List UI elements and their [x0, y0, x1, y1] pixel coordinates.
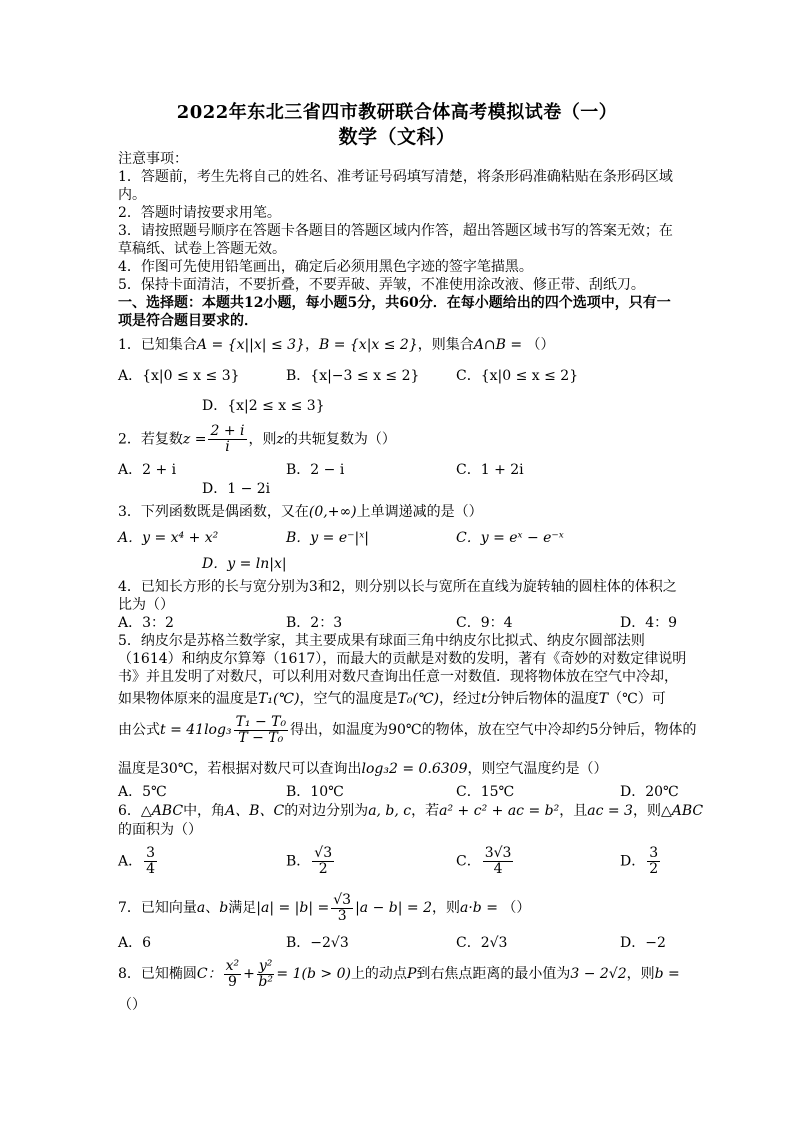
q2-option-c[interactable]: C．1 + 2i — [456, 462, 524, 478]
q8-text-b: 上的动点 — [350, 966, 407, 982]
q3-option-b[interactable]: B．y = e⁻|ˣ| — [286, 530, 369, 546]
q5-l5-a: 由公式 — [118, 722, 160, 738]
q5-option-c[interactable]: C．15℃ — [456, 784, 515, 800]
q8-answer-blank: （） — [118, 997, 146, 1013]
q4-option-b[interactable]: B．2：3 — [286, 615, 343, 631]
question-4-stem: 4．已知长方形的长与宽分别为3和2，则分别以长与宽所在直线为旋转轴的圆柱体的体积之比为（） — [118, 579, 677, 613]
q6-a-num: 3 — [146, 845, 156, 861]
q4-option-c[interactable]: C．9：4 — [456, 615, 513, 631]
q2-option-b[interactable]: B．2 − i — [286, 462, 345, 478]
q3-option-c[interactable]: C．y = eˣ − e⁻ˣ — [456, 530, 564, 546]
q5-line-1: 5．纳皮尔是苏格兰数学家，其主要成果有球面三角中纳皮尔比拟式、纳皮尔圆部法则 — [118, 633, 645, 649]
q6-d-den: 2 — [649, 861, 659, 877]
q5-option-b[interactable]: B．10℃ — [286, 784, 344, 800]
question-7-stem — [118, 892, 678, 924]
note-item-1: 1．答题前，考生先将自己的姓名、准考证号码填写清楚，将条形码准确粘贴在条形码区域内。 — [118, 169, 673, 203]
section-heading: 一、选择题：本题共12小题，每小题5分，共60分．在每小题给出的四个选项中，只有一项是符合题目要求的． — [118, 295, 671, 329]
q6-triangle: △ABC — [140, 803, 184, 819]
q5-l6-b: ，则空气温度约是（） — [467, 761, 608, 777]
q6-d-label: D． — [620, 853, 646, 870]
q6-c-den: 4 — [493, 861, 503, 877]
q6-d-num: 3 — [649, 845, 659, 861]
q8-text-c: 到右焦点距离的最小值为 — [416, 966, 571, 982]
note-item-2: 2．答题时请按要求用笔。 — [118, 205, 281, 221]
q6-c-num: 3√3 — [484, 845, 512, 861]
q8-b: b = — [654, 966, 680, 982]
q5-T: T — [598, 691, 609, 707]
q5-l4-e: （℃）可 — [608, 691, 666, 707]
q8-fraction-y — [257, 959, 275, 990]
q2-numerator: 2 + i — [210, 423, 245, 439]
q6-b-num: √3 — [314, 845, 333, 861]
q2-text-b: ，则 — [248, 431, 277, 448]
q7-text-a: 7．已知向量 — [118, 900, 197, 916]
q5-option-d[interactable]: D．20℃ — [620, 784, 679, 800]
question-8-stem — [118, 956, 678, 992]
q8-curve: C： — [196, 966, 222, 982]
q7-eq-b: |a − b| = 2 — [355, 900, 432, 916]
q8-value: 3 − 2√2 — [570, 966, 627, 982]
q2-denominator: i — [225, 439, 230, 455]
q6-b-fraction — [312, 846, 334, 877]
exam-title: 2022年东北三省四市教研联合体高考模拟试卷（一） — [176, 102, 618, 123]
q8-text-a: 8．已知椭圆 — [118, 966, 197, 982]
q7-eq-a: |a| = |b| = — [256, 900, 330, 916]
q7-vector-a: a — [196, 900, 206, 916]
q1-set-b: B = {x|x ≤ 2} — [318, 337, 418, 353]
q1-sep: ， — [304, 337, 319, 353]
q8-plus: + — [243, 966, 255, 982]
q5-line-4 — [118, 690, 678, 708]
q5-l6-a: 温度是30℃，若根据对数尺可以查询出 — [118, 761, 362, 777]
q5-l4-c: ，经过 — [439, 691, 482, 707]
q6-line-2: 的面积为（） — [118, 822, 202, 838]
q4-option-a[interactable]: A．3：2 — [118, 615, 174, 631]
q5-option-a[interactable]: A．5℃ — [118, 784, 167, 800]
q6-l1-b: 中，角 — [183, 803, 226, 819]
q5-t: t — [481, 691, 487, 707]
q2-var: z — [276, 431, 284, 448]
notes-heading: 注意事项： — [118, 151, 188, 167]
q1-option-a[interactable]: A．{x|0 ≤ x ≤ 3} — [118, 368, 240, 384]
q6-ac: ac = 3 — [587, 803, 633, 819]
q8-den-x: 9 — [227, 973, 237, 990]
q3-option-a[interactable]: A．y = x⁴ + x² — [118, 530, 219, 546]
q5-formula-fraction — [234, 715, 289, 746]
q6-sides: a, b, c — [368, 803, 412, 819]
q3-text-a: 3．下列函数既是偶函数，又在 — [118, 504, 309, 520]
q1-text-c: = （） — [505, 337, 555, 353]
exam-subtitle: 数学（文科） — [338, 126, 456, 148]
q7-text-d: = （） — [481, 900, 531, 916]
q6-a-label: A． — [118, 853, 143, 870]
q6-triangle-2: △ABC — [660, 803, 704, 819]
q5-t1: T₁(℃) — [258, 691, 300, 707]
q5-l4-b: ，空气的温度是 — [299, 691, 398, 707]
q5-l4-d: 分钟后物体的温度 — [486, 691, 599, 707]
q8-num-x: x² — [225, 957, 240, 974]
note-item-3: 3．请按照题号顺序在答题卡各题目的答题区域内作答，超出答题区域书写的答案无效；在草稿纸、试卷上答题无效。 — [118, 223, 673, 257]
q5-line-5 — [118, 713, 697, 746]
q6-l1-c: 的对边分别为 — [284, 803, 369, 819]
q6-l1-d: ，若 — [411, 803, 440, 819]
q5-line-6 — [118, 760, 678, 778]
q6-c-label: C． — [456, 853, 481, 870]
q5-formula-lhs: t = 41log₃ — [160, 722, 232, 738]
q7-vector-b: b — [219, 900, 229, 916]
q3-interval: (0,+∞) — [308, 504, 357, 520]
q5-log: log₃2 = 0.6309 — [361, 761, 468, 777]
question-3-stem — [118, 503, 678, 521]
q6-b-label: B． — [286, 853, 311, 870]
q7-text-c: ，则 — [432, 900, 460, 916]
question-2-stem — [118, 424, 678, 455]
q2-lhs: z = — [182, 431, 207, 448]
q2-option-a[interactable]: A．2 + i — [118, 462, 177, 478]
q7-text-b: 满足 — [228, 900, 257, 916]
q6-a-fraction — [144, 846, 157, 877]
q5-l4-a: 如果物体原来的温度是 — [118, 691, 258, 707]
q7-option-a[interactable]: A．6 — [118, 935, 152, 951]
q5-l5-b: 得出，如温度为90℃的物体，放在空气中冷却约5分钟后，物体的 — [290, 722, 697, 738]
q2-text-c: 的共轭复数为（） — [283, 431, 396, 448]
q6-equation: a² + c² + ac = b² — [439, 803, 560, 819]
q5-formula-denominator: T − T₀ — [238, 729, 284, 746]
q6-d-fraction — [647, 846, 660, 877]
q6-angles: A、B、C — [225, 803, 285, 819]
question-1-stem — [118, 336, 678, 354]
q6-option-b[interactable] — [286, 846, 336, 877]
q7-option-d[interactable]: D．−2 — [620, 935, 666, 951]
q1-option-d[interactable]: D．{x|2 ≤ x ≤ 3} — [202, 398, 325, 414]
q6-option-a[interactable] — [118, 846, 159, 877]
q1-option-c[interactable]: C．{x|0 ≤ x ≤ 2} — [456, 368, 579, 384]
q8-den-y: b² — [258, 973, 273, 990]
q2-text-a: 2．若复数 — [118, 431, 183, 448]
note-item-4: 4．作图可先使用铅笔画出，确定后必须用黑色字迹的签字笔描黑。 — [118, 259, 533, 275]
q5-formula-numerator: T₁ − T₀ — [235, 713, 287, 730]
q6-l1-a: 6． — [118, 803, 141, 819]
q5-line-2: （1614）和纳皮尔算筹（1617），而最大的贡献是对数的发明，著有《奇妙的对数定律说明 — [118, 651, 687, 667]
q8-fraction-x — [224, 959, 242, 990]
q8-text-d: ，则 — [626, 966, 655, 982]
q1-set-a: A = {x||x| ≤ 3} — [196, 337, 305, 353]
q3-option-d[interactable]: D．y = ln|x| — [202, 556, 287, 572]
q5-line-3: 书》并且发明了对数尺，可以利用对数尺查询出任意一对数值．现将物体放在空气中冷却， — [118, 669, 678, 685]
q5-t0: T₀(℃) — [397, 691, 440, 707]
q6-l1-e: ，且 — [559, 803, 588, 819]
q8-eq: = 1(b > 0) — [276, 966, 351, 982]
q4-option-d[interactable]: D．4：9 — [620, 615, 678, 631]
q1-option-b[interactable]: B．{x|−3 ≤ x ≤ 2} — [286, 368, 420, 384]
q7-option-b[interactable]: B．−2√3 — [286, 935, 349, 951]
q6-option-c[interactable] — [456, 846, 515, 877]
q7-denominator: 3 — [337, 907, 347, 924]
q8-num-y: y² — [258, 957, 273, 974]
q7-fraction — [331, 893, 353, 924]
q7-option-c[interactable]: C．2√3 — [456, 935, 508, 951]
q6-c-fraction — [483, 846, 514, 877]
q1-text-a: 1．已知集合 — [118, 337, 197, 353]
q6-l1-f: ，则 — [632, 803, 661, 819]
q7-numerator: √3 — [333, 891, 352, 908]
q6-a-den: 4 — [146, 861, 156, 877]
note-item-5: 5．保持卡面清洁，不要折叠，不要弄破、弄皱，不准使用涂改液、修正带、刮纸刀。 — [118, 277, 645, 293]
q7-dot: a·b — [460, 900, 482, 916]
q6-option-d[interactable] — [620, 846, 662, 877]
q1-text-b: ，则集合 — [417, 337, 474, 353]
q6-line-1 — [118, 802, 704, 820]
q3-text-b: 上单调递减的是（） — [356, 504, 483, 520]
q7-sep: 、 — [205, 900, 220, 916]
q6-b-den: 2 — [318, 861, 328, 877]
q2-fraction — [208, 424, 246, 455]
q8-point: P — [406, 966, 417, 982]
q1-expr: A∩B — [473, 337, 506, 353]
q2-option-d[interactable]: D．1 − 2i — [202, 481, 271, 497]
